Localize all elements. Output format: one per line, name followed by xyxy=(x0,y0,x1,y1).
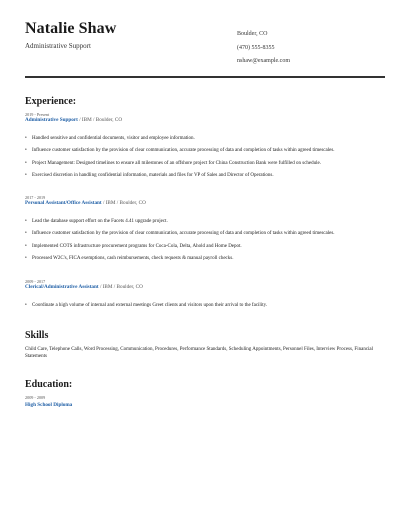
job-title: Clerical/Administrative Assistant xyxy=(25,284,99,290)
education-dates: 2009 - 2009 xyxy=(25,395,46,400)
list-item: • Processed W2C's, FICA exemptions, cash reimbursements, check requests & manual payroll checks. xyxy=(25,256,385,268)
job-bullets xyxy=(25,219,385,269)
experience-heading: Experience: xyxy=(25,96,77,107)
job-employer: / IBM / Boulder, CO xyxy=(101,200,146,206)
header-divider xyxy=(25,76,385,78)
list-item: • Project Management: Designed timelines to ensure all milestones of an offshore project for China Construction Bank were fulfilled on schedule. xyxy=(25,161,385,173)
candidate-name: Natalie Shaw xyxy=(25,20,117,37)
job-heading xyxy=(25,117,122,123)
skills-text: Child Care, Telephone Calls, Word Processing, Communication, Procedures, Performance Standards, Scheduling Appointments, Personnel Files, Interview Process, Financial Statements xyxy=(25,347,374,359)
job-bullets xyxy=(25,303,385,315)
job-dates: 2017 - 2019 xyxy=(25,195,46,200)
contact-location: Boulder, CO xyxy=(237,31,268,37)
job-title: Administrative Support xyxy=(25,117,78,123)
list-item: • Lead the database support effort on the Facets 4.41 upgrade project. xyxy=(25,219,385,231)
job-title: Personal Assistant/Office Assistant xyxy=(25,200,102,206)
contact-phone: (470) 555-8355 xyxy=(237,44,275,51)
job-dates: 2009 - 2017 xyxy=(25,279,46,284)
education-degree: High School Diploma xyxy=(25,402,73,408)
list-item: • Coordinate a high volume of internal and external meetings Greet clients and visitors upon their arrival to the facility. xyxy=(25,303,385,315)
job-bullets xyxy=(25,136,385,186)
job-employer: / IBM / Boulder, CO xyxy=(98,284,143,290)
job-dates: 2019 - Present xyxy=(25,112,50,117)
education-heading: Education: xyxy=(25,379,73,390)
list-item: • Implemented COTS infrastructure procurement programs for Coca-Cola, Delta, Ahold and Home Depot. xyxy=(25,244,385,256)
contact-email: nshaw@example.com xyxy=(237,58,291,64)
candidate-subtitle: Administrative Support xyxy=(25,42,91,50)
list-item: • Exercised discretion in handling confidential information, materials and files for VP of Sales and Director of Operations. xyxy=(25,173,385,185)
list-item: • Influence customer satisfaction by the provision of clear communication, accurate processing of data and completion of tasks within agreed timescales. xyxy=(25,148,385,160)
job-employer: / IBM / Boulder, CO xyxy=(77,117,123,123)
skills-heading: Skills xyxy=(25,330,49,341)
job-heading xyxy=(25,284,143,290)
job-heading xyxy=(25,200,146,206)
contact-block xyxy=(237,28,290,69)
list-item: • Handled sensitive and confidential documents, visitor and employee information. xyxy=(25,136,385,148)
list-item: • Influence customer satisfaction by the provision of clear communication, accurate processing of data and completion of tasks within agreed timescales. xyxy=(25,231,385,243)
